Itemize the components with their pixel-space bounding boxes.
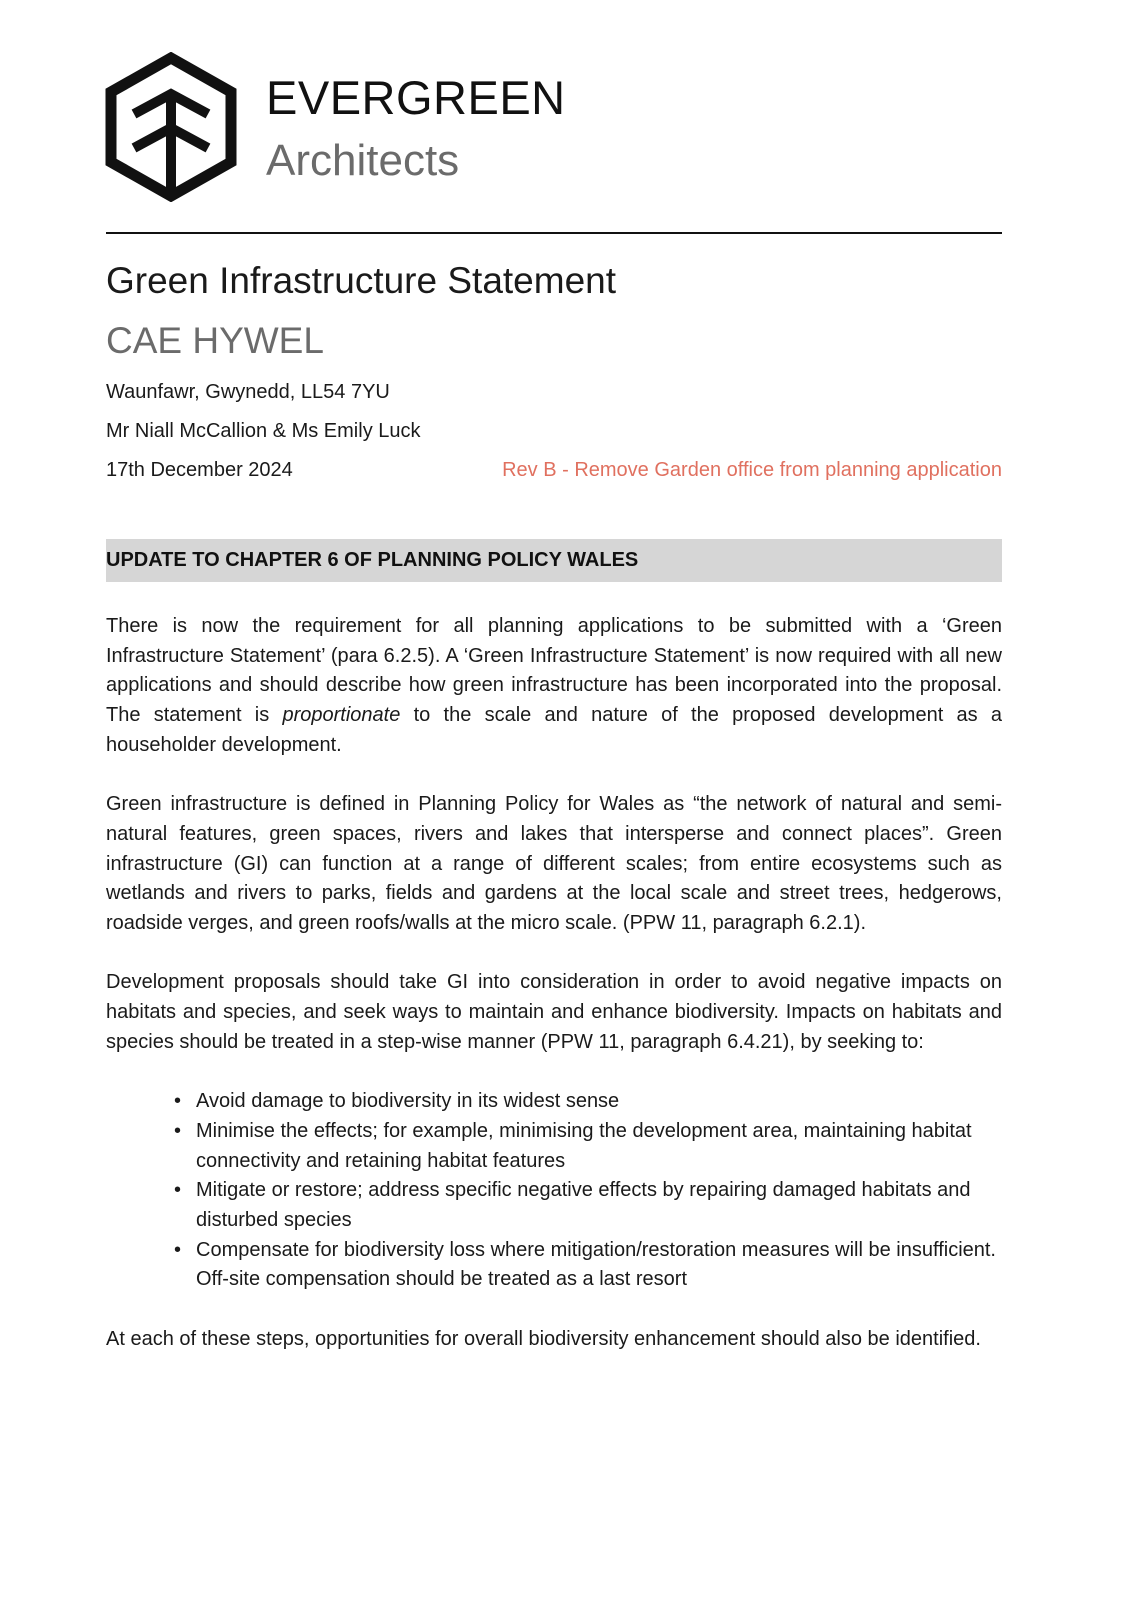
header-divider <box>106 232 1002 234</box>
list-item: • Minimise the effects; for example, minimising the development area, maintaining habitat connectivity and retaining habitat features <box>196 1117 1002 1176</box>
bullet-list <box>106 1087 1002 1295</box>
clients: Mr Niall McCallion & Ms Emily Luck <box>106 420 421 442</box>
list-item: • Mitigate or restore; address specific negative effects by repairing damaged habitats and disturbed species <box>196 1176 1002 1235</box>
project-name: CAE HYWEL <box>106 320 324 361</box>
document-body <box>106 612 1002 1384</box>
paragraph-2: Green infrastructure is defined in Planning Policy for Wales as “the network of natural and semi-natural features, green spaces, rivers and lakes that intersperse and connect places”. Green infrastructure (GI) can function at a range of different scales; from entire ecosystems such as wetlands and rivers to parks, fields and gardens at the local scale and street trees, hedgerows, roadside verges, and green roofs/walls at the micro scale. (PPW 11, paragraph 6.2.1). <box>106 793 1002 935</box>
revision-note: Rev B - Remove Garden office from planning application <box>502 459 1002 481</box>
brand-name: EVERGREEN <box>266 71 566 124</box>
paragraph-1-text-b: to the scale and nature of the proposed development as a householder development. <box>106 704 1002 756</box>
paragraph-1-text-a: There is now the requirement for all planning applications to be submitted with a ‘Green Infrastructure Statement’ (para 6.2.5). A ‘Green Infrastructure Statement’ is now required with all new applications and should describe how green infrastructure has been incorporated into the proposal. The statement is <box>106 615 1002 727</box>
section-heading-bar <box>106 539 1002 582</box>
evergreen-logo-icon <box>104 52 238 202</box>
list-item: • Avoid damage to biodiversity in its widest sense <box>196 1087 1002 1117</box>
document-title: Green Infrastructure Statement <box>106 260 617 301</box>
paragraph-1-emphasis: proportionate <box>282 704 401 727</box>
paragraph-3: Development proposals should take GI into consideration in order to avoid negative impacts on habitats and species, and seek ways to maintain and enhance biodiversity. Impacts on habitats and species should be treated in a step-wise manner (PPW 11, paragraph 6.4.21), by seeking to: <box>106 971 1002 1053</box>
list-item: • Compensate for biodiversity loss where mitigation/restoration measures will be insufficient. Off-site compensation should be treated as a last resort <box>196 1236 1002 1295</box>
brand-subtitle: Architects <box>266 136 460 185</box>
paragraph-4: At each of these steps, opportunities for overall biodiversity enhancement should also be identified. <box>106 1327 981 1350</box>
date: 17th December 2024 <box>106 459 293 481</box>
address: Waunfawr, Gwynedd, LL54 7YU <box>106 381 390 403</box>
paragraph-1 <box>106 612 1002 761</box>
section-heading: UPDATE TO CHAPTER 6 OF PLANNING POLICY WALES <box>106 549 639 571</box>
